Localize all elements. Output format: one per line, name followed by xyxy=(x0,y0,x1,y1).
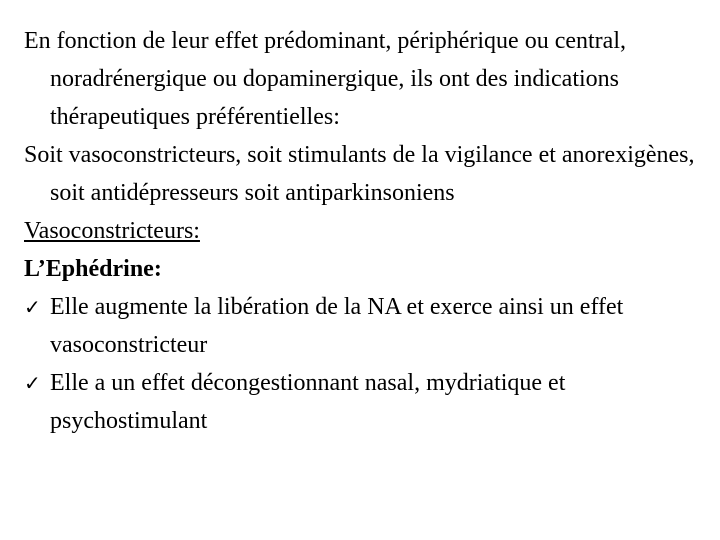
drug-subheading: L’Ephédrine: xyxy=(24,256,162,282)
bullet-item xyxy=(24,364,704,440)
bullet-text: Elle a un effet décongestionnant nasal, mydriatique et psychostimulant xyxy=(50,370,566,434)
intro-paragraph: En fonction de leur effet prédominant, périphérique ou central, noradrénergique ou dopaminergique, ils ont des indications thérapeutiques préférentielles: xyxy=(24,28,626,130)
section-heading: Vasoconstricteurs: xyxy=(24,218,200,244)
checkmark-icon: ✓ xyxy=(24,295,41,319)
slide-content xyxy=(24,22,704,440)
uses-paragraph: Soit vasoconstricteurs, soit stimulants de la vigilance et anorexigènes, soit antidépresseurs soit antiparkinsoniens xyxy=(24,142,695,206)
checkmark-icon: ✓ xyxy=(24,371,41,395)
bullet-text: Elle augmente la libération de la NA et exerce ainsi un effet vasoconstricteur xyxy=(50,294,624,358)
bullet-item xyxy=(24,288,704,364)
